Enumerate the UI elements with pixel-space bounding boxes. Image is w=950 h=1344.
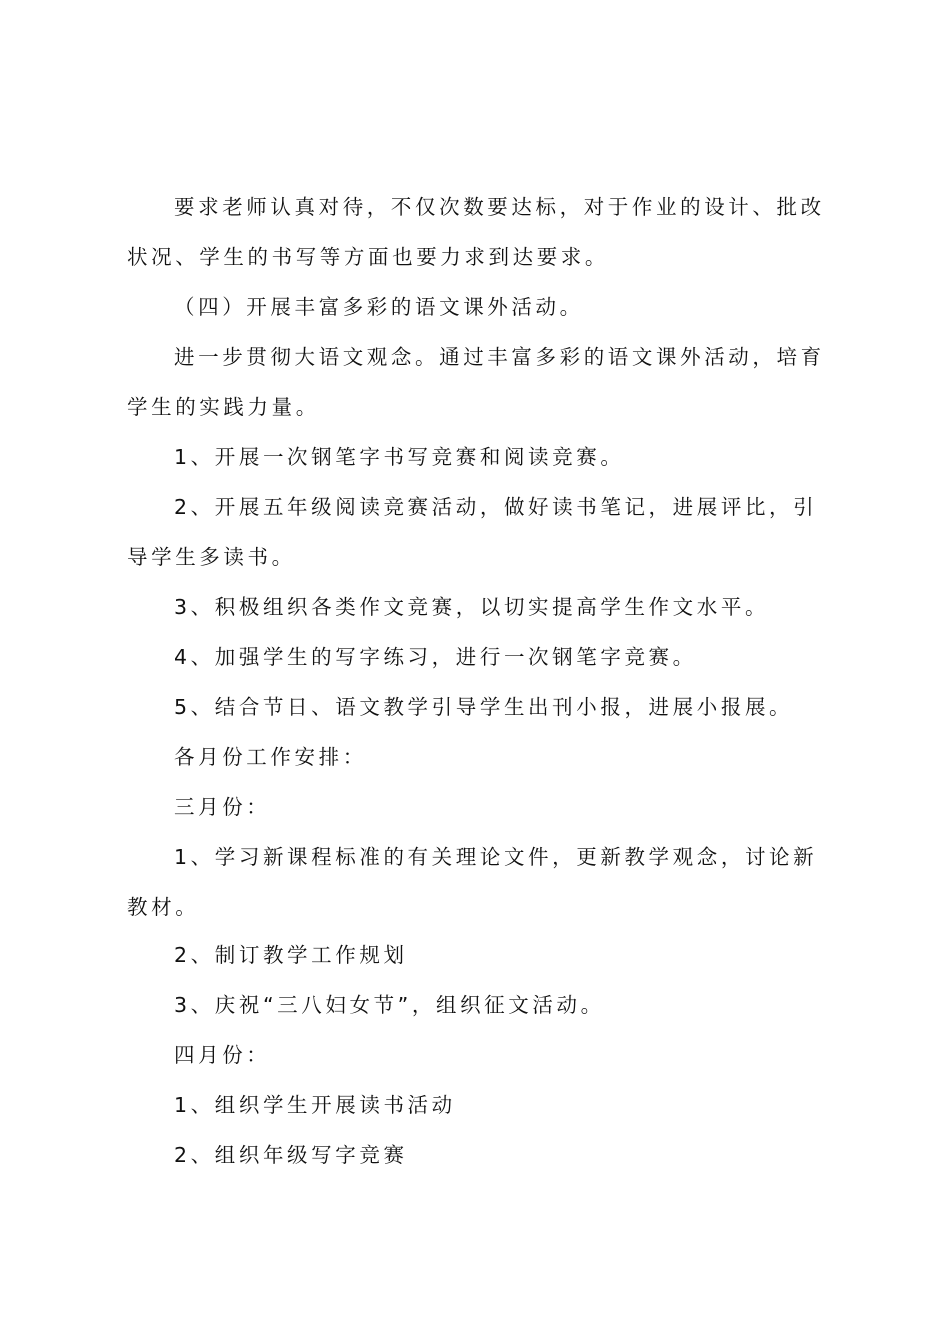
march-item-1: 1、学习新课程标准的有关理论文件，更新教学观念，讨论新教材。 [127,845,818,919]
april-item-2: 2、组织年级写字竞赛 [174,1143,408,1167]
march-item-2: 2、制订教学工作规划 [174,943,408,967]
month-heading-march: 三月份： [174,795,271,819]
monthly-schedule-heading: 各月份工作安排： [174,745,367,769]
month-heading-april: 四月份： [174,1043,271,1067]
list-item-1: 1、开展一次钢笔字书写竞赛和阅读竞赛。 [174,445,625,469]
list-item-5: 5、结合节日、语文教学引导学生出刊小报，进展小报展。 [174,695,794,719]
paragraph-homework-requirements: 要求老师认真对待，不仅次数要达标，对于作业的设计、批改状况、学生的书写等方面也要力求到达要求。 [127,195,825,269]
list-item-2: 2、开展五年级阅读竞赛活动，做好读书笔记，进展评比，引导学生多读书。 [127,495,818,569]
list-item-4: 4、加强学生的写字练习，进行一次钢笔字竞赛。 [174,645,697,669]
paragraph-chinese-concept: 进一步贯彻大语文观念。通过丰富多彩的语文课外活动，培育学生的实践力量。 [127,345,825,419]
march-item-3: 3、庆祝“三八妇女节”，组织征文活动。 [174,993,605,1017]
section-heading-extracurricular: （四）开展丰富多彩的语文课外活动。 [174,295,584,319]
april-item-1: 1、组织学生开展读书活动 [174,1093,456,1117]
list-item-3: 3、积极组织各类作文竞赛，以切实提高学生作文水平。 [174,595,770,619]
